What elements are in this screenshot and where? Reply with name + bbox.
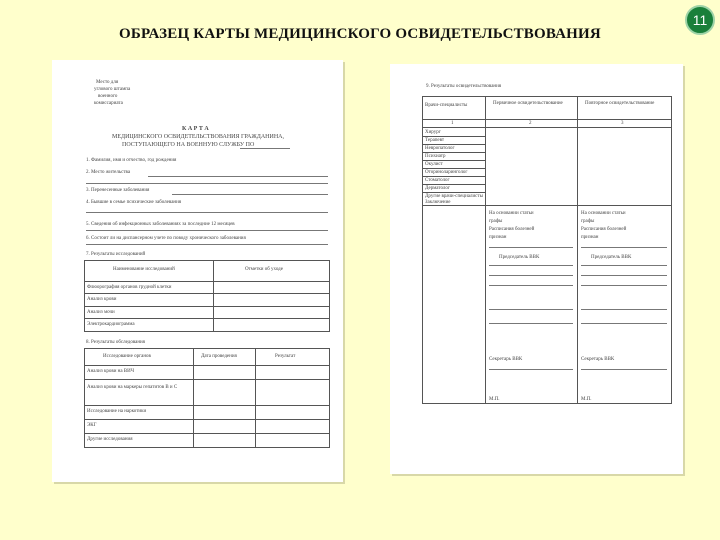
- table-cell: Флюорография органов грудной клетки: [87, 285, 172, 290]
- table-cell: Анализ крови: [87, 297, 117, 302]
- conclusion-text: М.П.: [489, 397, 500, 402]
- table-cell: Анализ крови на ВИЧ: [87, 369, 135, 374]
- conclusion-text: М.П.: [581, 397, 592, 402]
- conclusion-text: Расписания болезней: [581, 227, 627, 232]
- table-header: Отметки об уходе: [245, 267, 283, 272]
- doctor-row: Хирург: [425, 130, 441, 135]
- table-header: Дата проведения: [201, 354, 237, 359]
- doctor-row: Терапевт: [425, 138, 445, 143]
- doctor-row: Психиатр: [425, 154, 446, 159]
- table-cell: Электрокардиограмма: [87, 322, 135, 327]
- table-header: Повторное освидетельствование: [585, 101, 655, 106]
- doctor-row: Оториноларинголог: [425, 170, 468, 175]
- conclusion-text: признан: [489, 235, 507, 240]
- form-item: 4. Бывшие в семье психические заболевания: [86, 200, 182, 205]
- form-heading: 9. Результаты освидетельствования: [426, 84, 502, 89]
- conclusion-text: признан: [581, 235, 599, 240]
- stamp-line: Место для: [96, 80, 119, 85]
- table-header: Исследование органов: [103, 354, 151, 359]
- form-heading: ПОСТУПАЮЩЕГО НА ВОЕННУЮ СЛУЖБУ ПО: [122, 142, 255, 148]
- table-cell: Анализ мочи: [87, 310, 115, 315]
- slide-title: ОБРАЗЕЦ КАРТЫ МЕДИЦИНСКОГО ОСВИДЕТЕЛЬСТВОВАНИЯ: [119, 26, 601, 42]
- table-cell: Исследование на наркотики: [87, 409, 147, 414]
- form-item: 7. Результаты исследований: [86, 252, 146, 257]
- table-cell: ЭКГ: [87, 423, 97, 428]
- left-form-page: [52, 60, 343, 482]
- table-cell: 2: [529, 121, 532, 126]
- conclusion-text: Секретарь ВВК: [581, 357, 615, 362]
- stamp-line: углового штампа: [94, 87, 131, 92]
- form-item: 1. Фамилия, имя и отчество, год рождения: [86, 158, 177, 163]
- form-item: 5. Сведения об инфекционных заболеваниях за последние 12 месяцев: [86, 222, 235, 227]
- results-table: [422, 96, 672, 404]
- conclusion-text: графы: [489, 219, 503, 224]
- form-item: 2. Место жительства: [86, 170, 131, 175]
- table-header: Врачи-специалисты: [425, 103, 468, 108]
- conclusion-text: На основании статьи: [489, 211, 534, 216]
- table-header: Первичное освидетельствование: [493, 101, 563, 106]
- form-item: 8. Результаты обследования: [86, 340, 145, 345]
- conclusion-text: Председатель ВВК: [591, 255, 632, 260]
- table-cell: 1: [451, 121, 454, 126]
- table-cell: Анализ крови на маркеры гепатитов B и C: [87, 385, 178, 390]
- form-heading: К А Р Т А: [182, 126, 209, 132]
- form-heading: МЕДИЦИНСКОГО ОСВИДЕТЕЛЬСТВОВАНИЯ ГРАЖДАНИНА,: [112, 134, 285, 140]
- doctor-row: Невропатолог: [425, 146, 455, 151]
- page-number-badge: 11: [685, 5, 715, 35]
- doctor-row: Дерматолог: [425, 186, 450, 191]
- table-cell: Другие исследования: [87, 437, 133, 442]
- conclusion-text: Расписания болезней: [489, 227, 535, 232]
- doctor-row: Другие врачи-специалисты: [425, 194, 483, 199]
- doctor-row: Стоматолог: [425, 178, 450, 183]
- doctor-row: Окулист: [425, 162, 443, 167]
- form-item: 6. Состоит ли на диспансерном учете по поводу хронического заболевания: [86, 236, 246, 241]
- right-form-page: [390, 64, 683, 474]
- stamp-line: военного: [98, 94, 118, 99]
- exam-table: [84, 348, 330, 448]
- conclusion-text: Секретарь ВВК: [489, 357, 523, 362]
- table-header: Результат: [275, 354, 296, 359]
- form-item: 3. Перенесенные заболевания: [86, 188, 150, 193]
- stamp-line: комиссариата: [94, 101, 123, 106]
- conclusion-text: Председатель ВВК: [499, 255, 540, 260]
- conclusion-text: графы: [581, 219, 595, 224]
- table-cell: 3: [621, 121, 624, 126]
- doctor-row: Заключение: [425, 200, 451, 205]
- tests-table: [84, 260, 330, 332]
- conclusion-text: На основании статьи: [581, 211, 626, 216]
- table-header: Наименование исследований: [113, 267, 175, 272]
